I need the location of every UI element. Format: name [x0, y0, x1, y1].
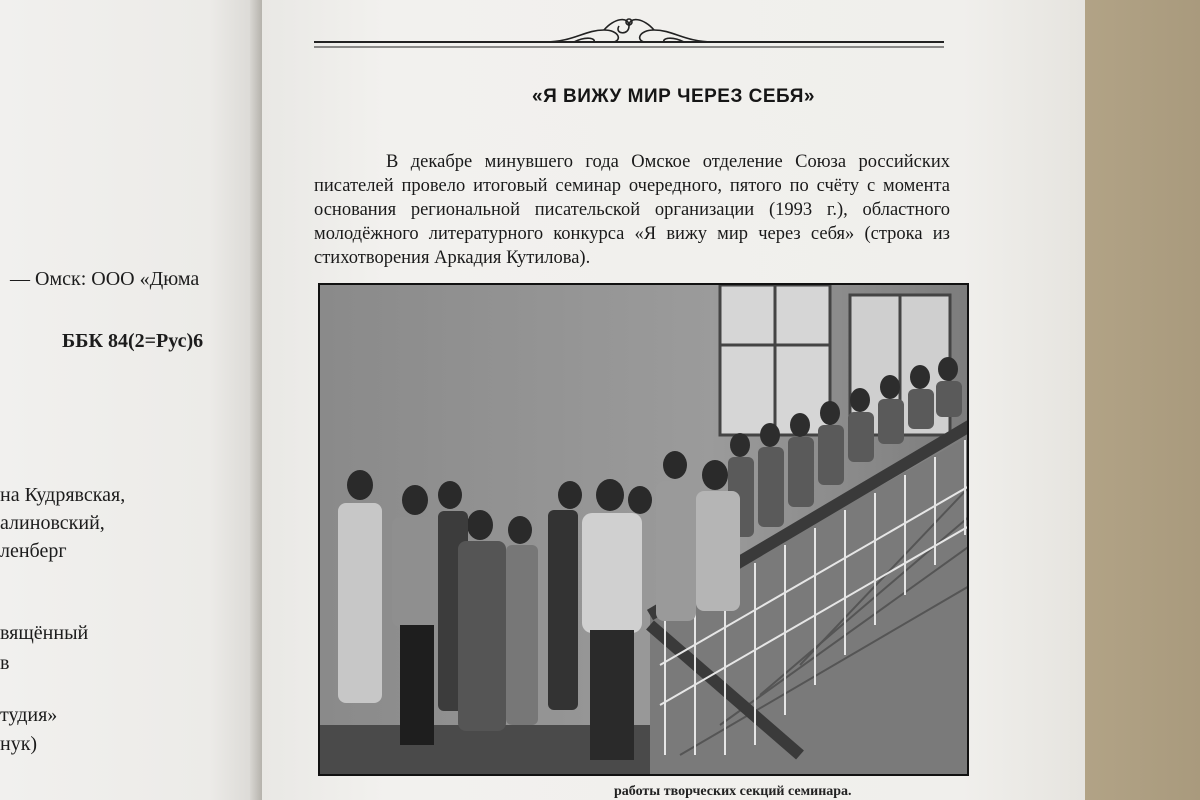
left-page-line-8: тудия» — [0, 704, 58, 726]
left-page-line-9: нук) — [0, 733, 38, 755]
left-page-line-5: ленберг — [0, 540, 67, 562]
left-book-page — [0, 0, 262, 800]
article-paragraph — [314, 150, 950, 270]
group-photo-staircase-icon — [320, 285, 969, 776]
photo-caption-partial: работы творческих секций семинара. — [614, 784, 852, 799]
article-headline: «Я ВИЖУ МИР ЧЕРЕЗ СЕБЯ» — [532, 86, 815, 107]
ornament-divider-icon — [314, 12, 944, 52]
left-page-line-3: на Кудрявская, — [0, 484, 126, 506]
group-photo — [318, 283, 969, 776]
left-page-line-7: в — [0, 652, 10, 674]
left-page-line-publisher: — Омск: ООО «Дюма — [10, 268, 200, 290]
left-page-line-bbk: ББК 84(2=Рус)6 — [62, 330, 204, 352]
left-page-line-4: алиновский, — [0, 512, 105, 534]
left-page-line-6: вящённый — [0, 622, 89, 644]
article-paragraph-text: В декабре минувшего года Омское отделение Союза российских писателей провело итоговый семинар очередного, пятого по счёту с момента основания региональной писательской организации (1993 г.), областного молодёжного литературного конкурса «Я вижу мир через себя» (строка из стихотворения Аркадия Кутилова). — [314, 152, 950, 268]
right-book-page — [262, 0, 1085, 800]
